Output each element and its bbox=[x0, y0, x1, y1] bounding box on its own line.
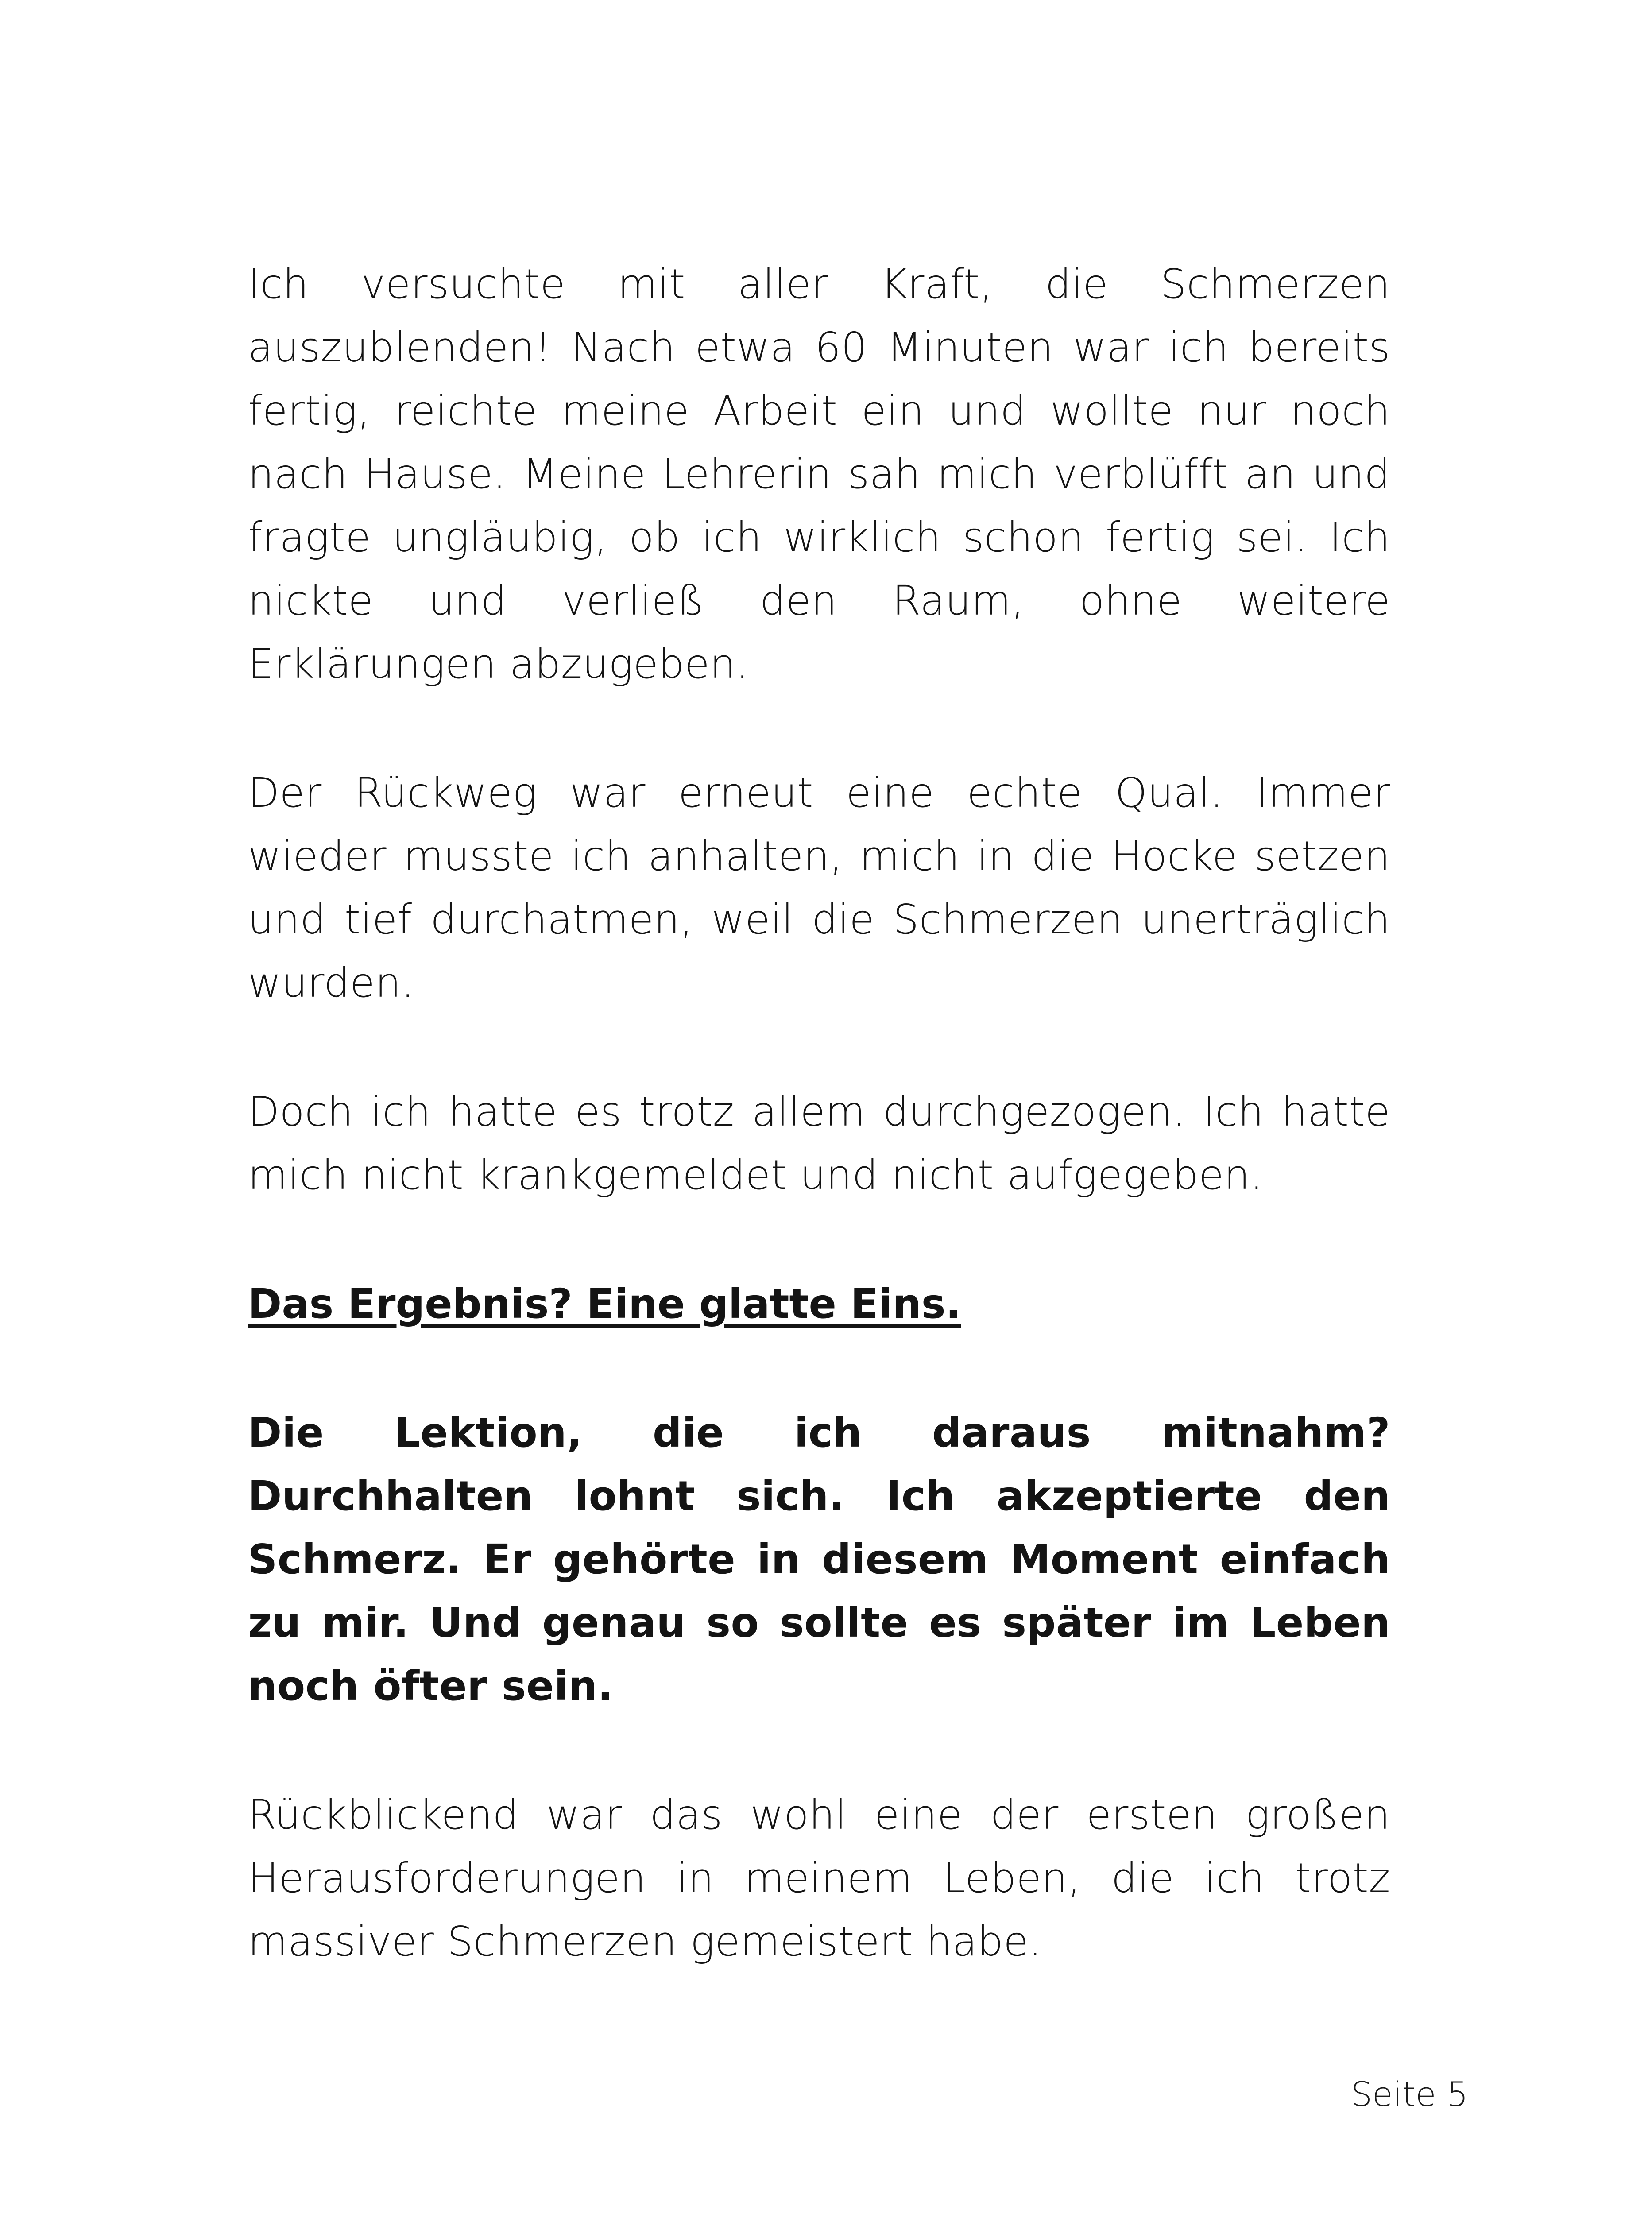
page-number: Seite 5 bbox=[1350, 2075, 1468, 2114]
result-heading: Das Ergebnis? Eine glatte Eins. bbox=[248, 1280, 961, 1328]
paragraph-retrospective: Rückblickend war das wohl eine der ersten großen Herausforderungen in meinem Leben, die ich trotz massiver Schmerzen gemeistert habe. bbox=[248, 1791, 1390, 1965]
paragraph-way-back: Der Rückweg war erneut eine echte Qual. Immer wieder musste ich anhalten, mich in die Hocke setzen und tief durchatmen, weil die Schmerzen unerträglich wurden. bbox=[248, 769, 1390, 1006]
paragraph-exam: Ich versuchte mit aller Kraft, die Schmerzen auszublenden! Nach etwa 60 Minuten war ich bereits fertig, reichte meine Arbeit ein und wollte nur noch nach Hause. Meine Lehrerin sah mich verblüfft an und fragte ungläubig, ob ich wirklich schon fertig sei. Ich nickte und verließ den Raum, ohne weitere Erklärungen abzugeben. bbox=[248, 260, 1390, 688]
lesson-paragraph: Die Lektion, die ich daraus mitnahm? Durchhalten lohnt sich. Ich akzeptierte den Schmerz. Er gehörte in diesem Moment einfach zu mir. Und genau so sollte es später im Leben noch öfter sein. bbox=[248, 1409, 1390, 1710]
paragraph-persevered: Doch ich hatte es trotz allem durchgezogen. Ich hatte mich nicht krankgemeldet und nicht aufgegeben. bbox=[248, 1088, 1390, 1199]
page-content bbox=[248, 252, 1390, 2039]
